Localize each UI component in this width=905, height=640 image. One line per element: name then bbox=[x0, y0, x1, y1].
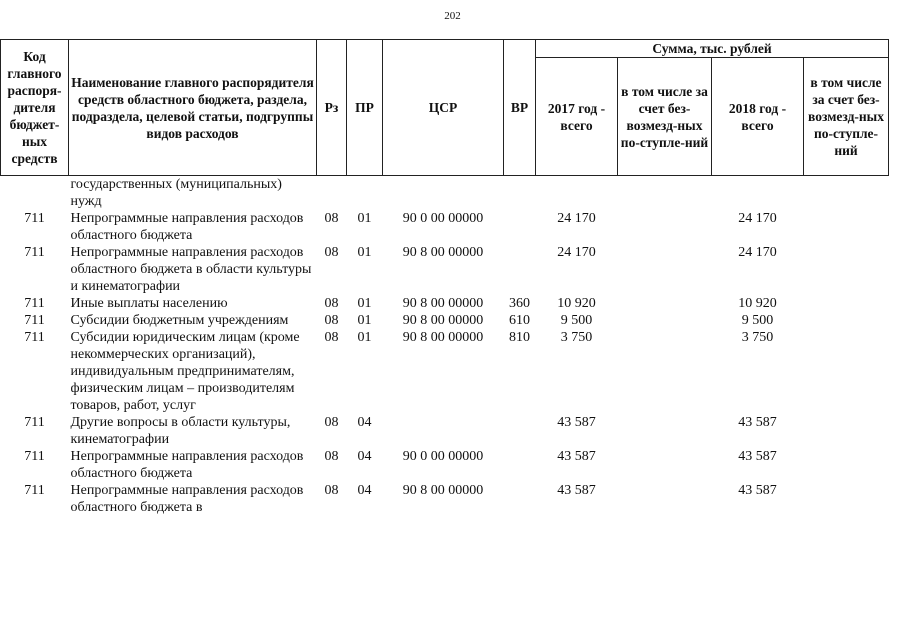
header-2018-total: 2018 год - всего bbox=[712, 58, 804, 176]
cell-rz: 08 bbox=[324, 330, 339, 345]
cell-vr bbox=[504, 176, 536, 211]
cell-2018-grants bbox=[804, 295, 889, 312]
cell-rz: 08 bbox=[324, 415, 339, 430]
cell-csr: 90 8 00 00000 bbox=[402, 483, 484, 498]
cell-code: 711 bbox=[24, 330, 45, 345]
cell-2017-total: 10 920 bbox=[557, 296, 596, 311]
cell-rz: 08 bbox=[324, 211, 339, 226]
cell-2018-grants bbox=[804, 448, 889, 482]
cell-pr: 01 bbox=[357, 296, 372, 311]
cell-code bbox=[1, 176, 69, 211]
header-name: Наименование главного распорядителя средств областного бюджета, раздела, подраздела, целевой статьи, подгруппы видов расходов bbox=[69, 40, 317, 176]
header-pr: ПР bbox=[347, 40, 383, 176]
cell-2018-total: 43 587 bbox=[738, 415, 777, 430]
cell-2018-grants bbox=[804, 176, 889, 211]
cell-2017-grants bbox=[618, 482, 712, 516]
cell-name: Другие вопросы в области культуры, кинематографии bbox=[70, 415, 291, 447]
cell-2018-total: 9 500 bbox=[741, 313, 774, 328]
cell-vr bbox=[504, 210, 536, 244]
cell-2017-total: 43 587 bbox=[557, 483, 596, 498]
cell-2018-total: 3 750 bbox=[741, 330, 774, 345]
cell-2018-grants bbox=[804, 482, 889, 516]
cell-rz: 08 bbox=[324, 449, 339, 464]
cell-name: Непрограммные направления расходов областного бюджета в bbox=[70, 483, 304, 515]
cell-2017-total: 9 500 bbox=[560, 313, 593, 328]
cell-2017-grants bbox=[618, 295, 712, 312]
cell-pr: 01 bbox=[357, 245, 372, 260]
cell-pr: 01 bbox=[357, 330, 372, 345]
cell-csr: 90 8 00 00000 bbox=[402, 296, 484, 311]
table-row bbox=[1, 210, 889, 244]
cell-2017-total: 43 587 bbox=[557, 449, 596, 464]
cell-csr bbox=[383, 176, 504, 211]
cell-2018-grants bbox=[804, 312, 889, 329]
cell-code: 711 bbox=[24, 296, 45, 311]
cell-2017-total bbox=[536, 176, 618, 211]
cell-code: 711 bbox=[24, 483, 45, 498]
cell-pr: 04 bbox=[357, 415, 372, 430]
header-sum: Сумма, тыс. рублей bbox=[536, 40, 889, 58]
table-row bbox=[1, 312, 889, 329]
cell-2017-grants bbox=[618, 176, 712, 211]
cell-csr: 90 8 00 00000 bbox=[402, 313, 484, 328]
cell-csr: 90 8 00 00000 bbox=[402, 330, 484, 345]
cell-2017-grants bbox=[618, 448, 712, 482]
table-row bbox=[1, 295, 889, 312]
table-body bbox=[1, 176, 889, 517]
cell-pr: 01 bbox=[357, 211, 372, 226]
cell-2017-grants bbox=[618, 312, 712, 329]
cell-csr: 90 0 00 00000 bbox=[402, 211, 484, 226]
header-rz: Рз bbox=[317, 40, 347, 176]
cell-rz: 08 bbox=[324, 245, 339, 260]
header-2017-total: 2017 год - всего bbox=[536, 58, 618, 176]
table-row bbox=[1, 176, 889, 211]
header-2018-grants: в том числе за счет без-возмезд-ных по-ступле-ний bbox=[804, 58, 889, 176]
cell-name: Субсидии юридическим лицам (кроме некоммерческих организаций), индивидуальным предпринимателям, физическим лицам – производителям товаров, работ, услуг bbox=[70, 330, 300, 413]
cell-code: 711 bbox=[24, 415, 45, 430]
cell-vr: 360 bbox=[509, 296, 530, 311]
cell-2018-total: 24 170 bbox=[738, 211, 777, 226]
table-row bbox=[1, 414, 889, 448]
cell-vr: 810 bbox=[509, 330, 530, 345]
cell-2018-total: 43 587 bbox=[738, 483, 777, 498]
cell-2017-grants bbox=[618, 329, 712, 414]
header-2017-grants: в том числе за счет без-возмезд-ных по-ступле-ний bbox=[618, 58, 712, 176]
cell-name: Непрограммные направления расходов областного бюджета bbox=[70, 211, 304, 243]
header-code: Код главного распоря-дителя бюджет-ных средств bbox=[1, 40, 69, 176]
cell-vr bbox=[504, 414, 536, 448]
cell-2018-total bbox=[712, 176, 804, 211]
cell-2018-grants bbox=[804, 244, 889, 295]
cell-csr: 90 0 00 00000 bbox=[402, 449, 484, 464]
cell-code: 711 bbox=[24, 449, 45, 464]
cell-name: Иные выплаты населению bbox=[70, 296, 228, 311]
cell-2017-total: 3 750 bbox=[560, 330, 593, 345]
cell-rz bbox=[317, 176, 347, 211]
cell-csr bbox=[383, 414, 504, 448]
cell-pr bbox=[347, 176, 383, 211]
cell-rz: 08 bbox=[324, 313, 339, 328]
cell-2018-grants bbox=[804, 210, 889, 244]
cell-code: 711 bbox=[24, 245, 45, 260]
cell-code: 711 bbox=[24, 211, 45, 226]
cell-vr bbox=[504, 448, 536, 482]
table-row bbox=[1, 329, 889, 414]
cell-pr: 04 bbox=[357, 449, 372, 464]
cell-2018-grants bbox=[804, 329, 889, 414]
cell-2018-total: 43 587 bbox=[738, 449, 777, 464]
cell-vr bbox=[504, 244, 536, 295]
cell-vr bbox=[504, 482, 536, 516]
cell-2017-total: 24 170 bbox=[557, 245, 596, 260]
cell-code: 711 bbox=[24, 313, 45, 328]
cell-2017-total: 43 587 bbox=[557, 415, 596, 430]
cell-2017-grants bbox=[618, 244, 712, 295]
cell-vr: 610 bbox=[509, 313, 530, 328]
cell-rz: 08 bbox=[324, 483, 339, 498]
header-vr: ВР bbox=[504, 40, 536, 176]
header-csr: ЦСР bbox=[383, 40, 504, 176]
cell-2018-total: 10 920 bbox=[738, 296, 777, 311]
cell-name: Непрограммные направления расходов областного бюджета в области культуры и кинематографии bbox=[70, 245, 312, 294]
cell-2017-grants bbox=[618, 414, 712, 448]
cell-2017-grants bbox=[618, 210, 712, 244]
cell-2017-total: 24 170 bbox=[557, 211, 596, 226]
budget-table bbox=[0, 39, 889, 516]
table-row bbox=[1, 482, 889, 516]
cell-pr: 01 bbox=[357, 313, 372, 328]
cell-rz: 08 bbox=[324, 296, 339, 311]
cell-name: Субсидии бюджетным учреждениям bbox=[70, 313, 289, 328]
cell-name: государственных (муниципальных) нужд bbox=[70, 177, 282, 209]
cell-pr: 04 bbox=[357, 483, 372, 498]
table-row bbox=[1, 448, 889, 482]
cell-2018-grants bbox=[804, 414, 889, 448]
page-number: 202 bbox=[444, 10, 461, 22]
cell-csr: 90 8 00 00000 bbox=[402, 245, 484, 260]
table-row bbox=[1, 244, 889, 295]
cell-name: Непрограммные направления расходов областного бюджета bbox=[70, 449, 304, 481]
cell-2018-total: 24 170 bbox=[738, 245, 777, 260]
